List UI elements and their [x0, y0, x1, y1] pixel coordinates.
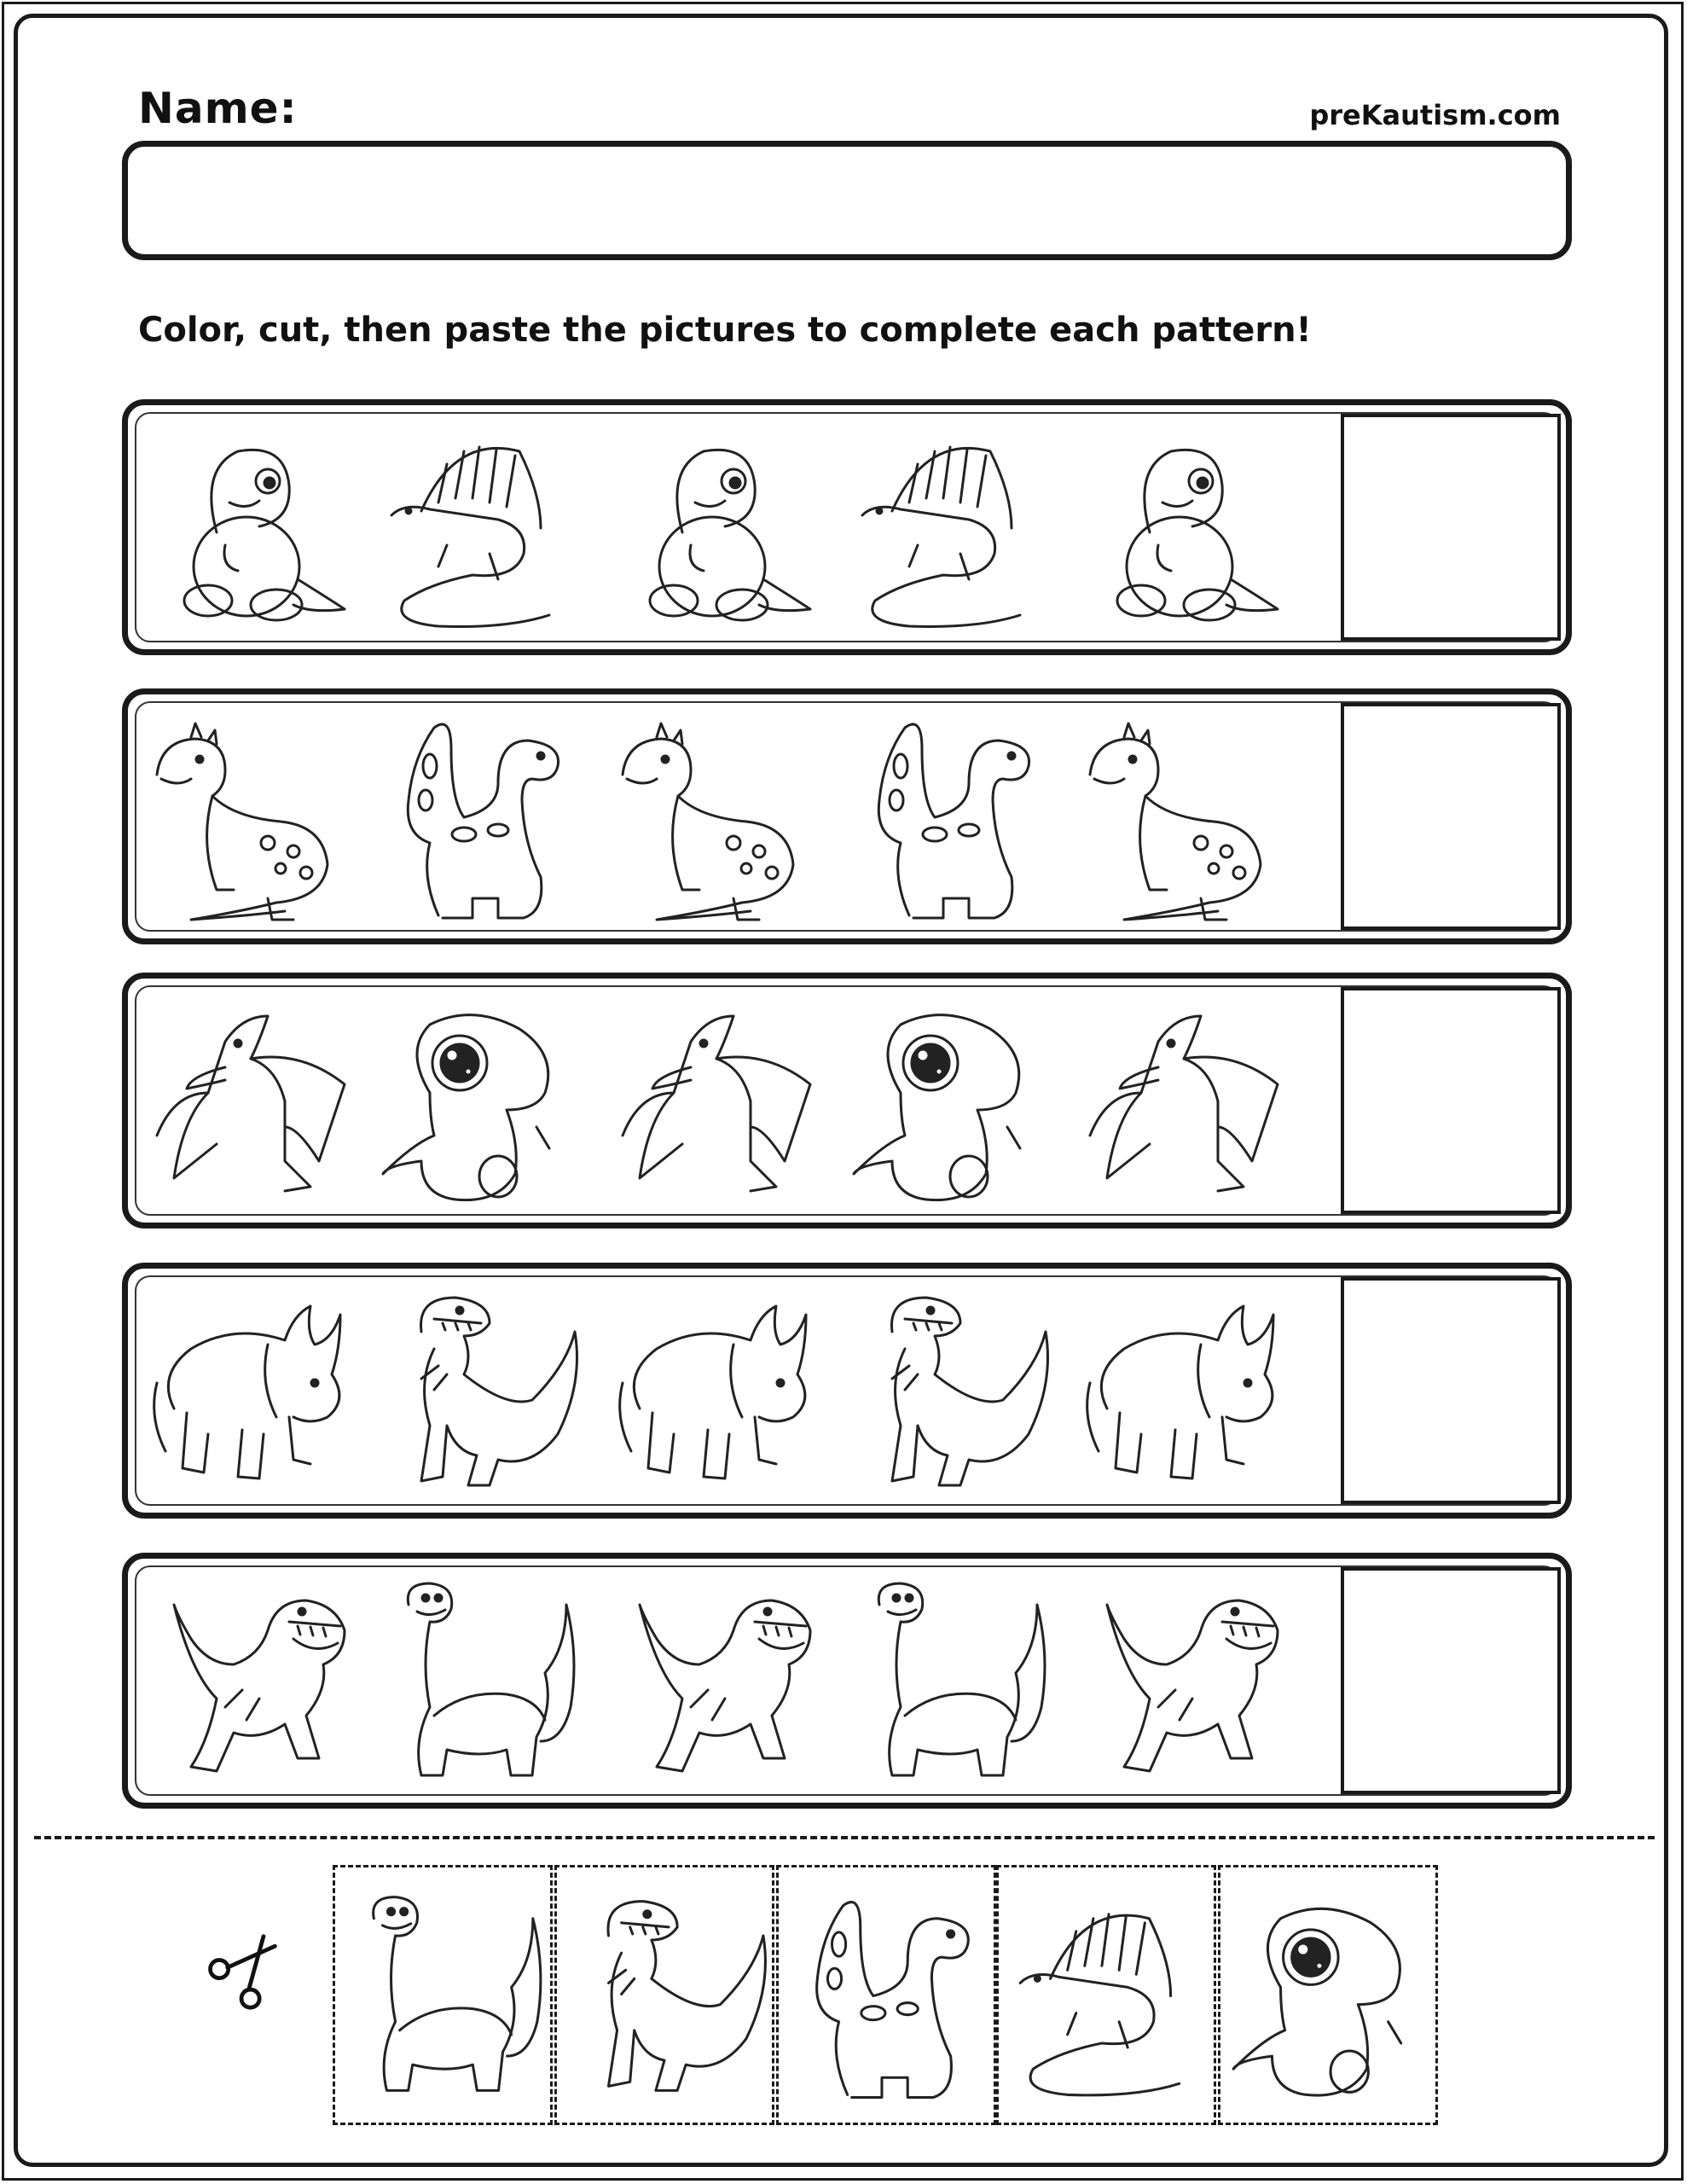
big-eyed-dino-icon	[370, 990, 583, 1211]
answer-box[interactable]	[1341, 703, 1561, 930]
baby-dino-icon	[1073, 417, 1286, 637]
cutout-big-eyed-dino-icon[interactable]	[1218, 1865, 1438, 2125]
pterodactyl-icon	[606, 990, 819, 1211]
baby-dino-icon	[606, 417, 819, 637]
big-eyed-dino-icon	[841, 990, 1054, 1211]
spotted-dino-icon	[140, 706, 353, 926]
t-rex-icon	[841, 1281, 1054, 1501]
cut-line	[34, 1836, 1655, 1839]
name-field[interactable]	[122, 141, 1572, 260]
baby-dino-icon	[140, 417, 353, 637]
cutout-long-neck-dino-icon[interactable]	[776, 1865, 996, 2125]
scissors-icon	[201, 1930, 283, 2012]
pterodactyl-icon	[1073, 990, 1286, 1211]
roaring-trex-icon	[1073, 1571, 1286, 1791]
answer-box[interactable]	[1341, 414, 1561, 641]
pattern-row	[122, 1263, 1572, 1519]
spotted-dino-icon	[1073, 706, 1286, 926]
answer-box[interactable]	[1341, 987, 1561, 1214]
triceratops-icon	[606, 1281, 819, 1501]
pattern-row	[122, 688, 1572, 944]
t-rex-icon	[370, 1281, 583, 1501]
roaring-trex-icon	[140, 1571, 353, 1791]
brontosaurus-icon	[841, 1571, 1054, 1791]
pterodactyl-icon	[140, 990, 353, 1211]
cutout-brontosaurus-icon[interactable]	[333, 1865, 553, 2125]
dimetrodon-icon	[370, 417, 583, 637]
cutout-t-rex-icon[interactable]	[554, 1865, 774, 2125]
spotted-dino-icon	[606, 706, 819, 926]
name-label: Name:	[138, 84, 298, 133]
triceratops-icon	[1073, 1281, 1286, 1501]
answer-box[interactable]	[1341, 1567, 1561, 1794]
cutout-dimetrodon-icon[interactable]	[996, 1865, 1216, 2125]
brontosaurus-icon	[370, 1571, 583, 1791]
roaring-trex-icon	[606, 1571, 819, 1791]
site-label: preKautism.com	[1309, 99, 1561, 131]
long-neck-dino-icon	[370, 706, 583, 926]
pattern-row	[122, 399, 1572, 655]
long-neck-dino-icon	[841, 706, 1054, 926]
answer-box[interactable]	[1341, 1277, 1561, 1504]
pattern-row	[122, 1553, 1572, 1809]
dimetrodon-icon	[841, 417, 1054, 637]
instructions: Color, cut, then paste the pictures to complete each pattern!	[138, 311, 1312, 350]
triceratops-icon	[140, 1281, 353, 1501]
pattern-row	[122, 973, 1572, 1228]
